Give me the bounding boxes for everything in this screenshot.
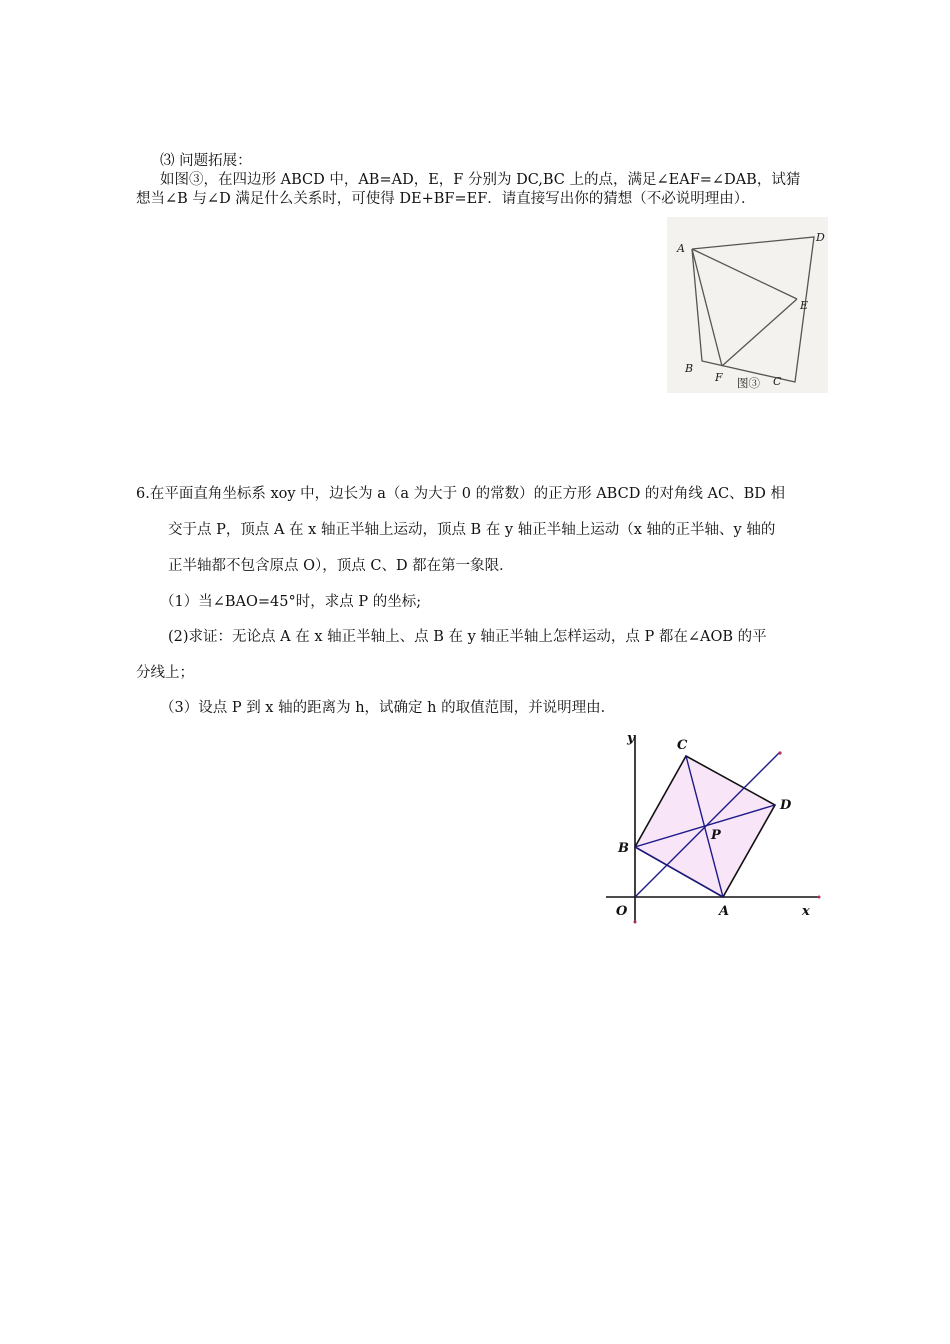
q6-part2-line2: 分线上； [136, 665, 194, 681]
label-y: y [627, 731, 635, 746]
q5-line1: 如图③，在四边形 ABCD 中，AB=AD，E，F 分别为 DC,BC 上的点，满足∠EAF=∠DAB，试猜 [160, 172, 801, 188]
q6-part1: （1）当∠BAO=45°时，求点 P 的坐标; [160, 594, 422, 610]
label-F: F [715, 371, 723, 384]
q6-stem-line2: 交于点 P，顶点 A 在 x 轴正半轴上运动，顶点 B 在 y 轴正半轴上运动（x 轴的正半轴、y 轴的 [168, 522, 776, 538]
q6-stem-line1: 6.在平面直角坐标系 xoy 中，边长为 a（a 为大于 0 的常数）的正方形 ABCD 的对角线 AC、BD 相 [136, 486, 785, 502]
q5-line2: 想当∠B 与∠D 满足什么关系时，可使得 DE+BF=EF．请直接写出你的猜想（不必说明理由）． [136, 191, 756, 207]
label-A: A [677, 242, 685, 255]
label-E: E [800, 299, 809, 312]
axis-end-dot [634, 921, 637, 924]
label-B: B [685, 362, 694, 375]
label-D: D [816, 231, 825, 244]
figure-3 [667, 217, 828, 393]
label-D: D [780, 798, 792, 813]
q6-part2-line1: (2)求证：无论点 A 在 x 轴正半轴上、点 B 在 y 轴正半轴上怎样运动，点 P 都在∠AOB 的平 [168, 629, 767, 645]
quadrilateral-abcd [692, 237, 814, 382]
label-P: P [711, 828, 721, 843]
q5-part3-title: ⑶ 问题拓展： [160, 153, 252, 169]
segment-ef [722, 299, 797, 366]
label-B: B [618, 841, 629, 856]
figure-q6 [606, 727, 830, 927]
label-O: O [616, 904, 628, 919]
figure-3-caption: 图③ [737, 376, 760, 390]
q6-stem-line3: 正半轴都不包含原点 O），顶点 C、D 都在第一象限． [168, 558, 514, 574]
q6-part3: （3）设点 P 到 x 轴的距离为 h，试确定 h 的取值范围，并说明理由． [160, 700, 616, 716]
label-A: A [719, 904, 730, 919]
label-C: C [773, 375, 782, 388]
figure-3-svg [667, 217, 828, 393]
figure-q6-svg [606, 727, 830, 927]
segment-af [692, 249, 722, 366]
segment-ae [692, 249, 797, 299]
label-x: x [802, 904, 810, 919]
label-C: C [677, 738, 688, 753]
line-end-dot [778, 751, 781, 754]
axis-end-dot [818, 896, 821, 899]
